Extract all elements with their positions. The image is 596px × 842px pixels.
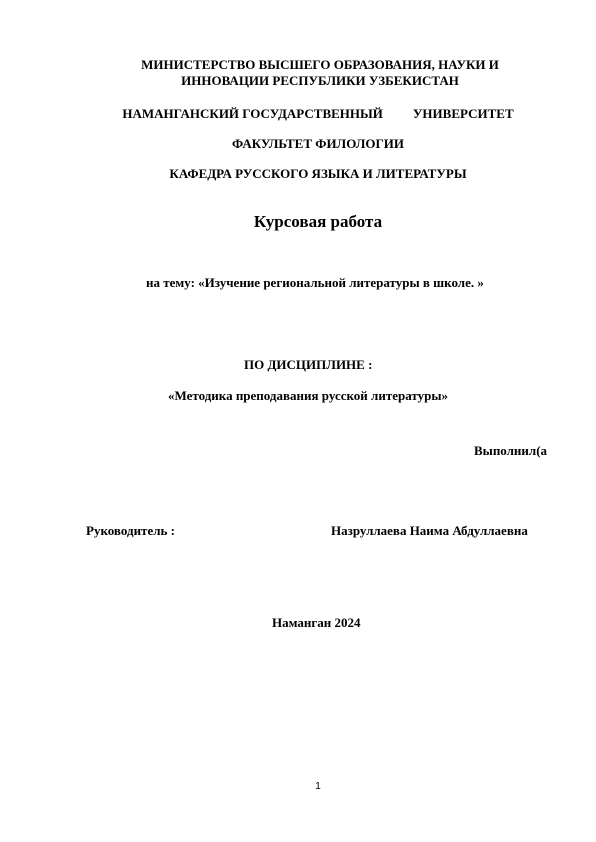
discipline-name: «Методика преподавания русской литературы» [168, 388, 448, 403]
university-name-part-2: УНИВЕРСИТЕТ [412, 106, 514, 121]
page-number: 1 [315, 781, 321, 792]
faculty-heading: ФАКУЛЬТЕТ ФИЛОЛОГИИ [231, 136, 404, 151]
supervisor-name: Назруллаева Наима Абдуллаевна [331, 523, 528, 538]
ministry-heading [22, 57, 596, 89]
discipline-label: ПО ДИСЦИПЛИНЕ : [244, 357, 373, 372]
university-name-part-1: НАМАНГАНСКИЙ ГОСУДАРСТВЕННЫЙ [122, 106, 383, 121]
ministry-line-1: МИНИСТЕРСТВО ВЫСШЕГО ОБРАЗОВАНИЯ, НАУКИ И [141, 57, 499, 72]
done-by-label: Выполнил(а [474, 443, 548, 458]
supervisor-label: Руководитель : [86, 523, 175, 538]
city-year: Наманган 2024 [272, 615, 361, 630]
work-type-title: Курсовая работа [253, 212, 383, 231]
ministry-line-2: ИННОВАЦИИ РЕСПУБЛИКИ УЗБЕКИСТАН [181, 73, 459, 88]
university-heading [20, 106, 596, 122]
work-topic: на тему: «Изучение региональной литературы в школе. » [146, 275, 484, 290]
department-heading: КАФЕДРА РУССКОГО ЯЗЫКА И ЛИТЕРАТУРЫ [169, 166, 467, 181]
